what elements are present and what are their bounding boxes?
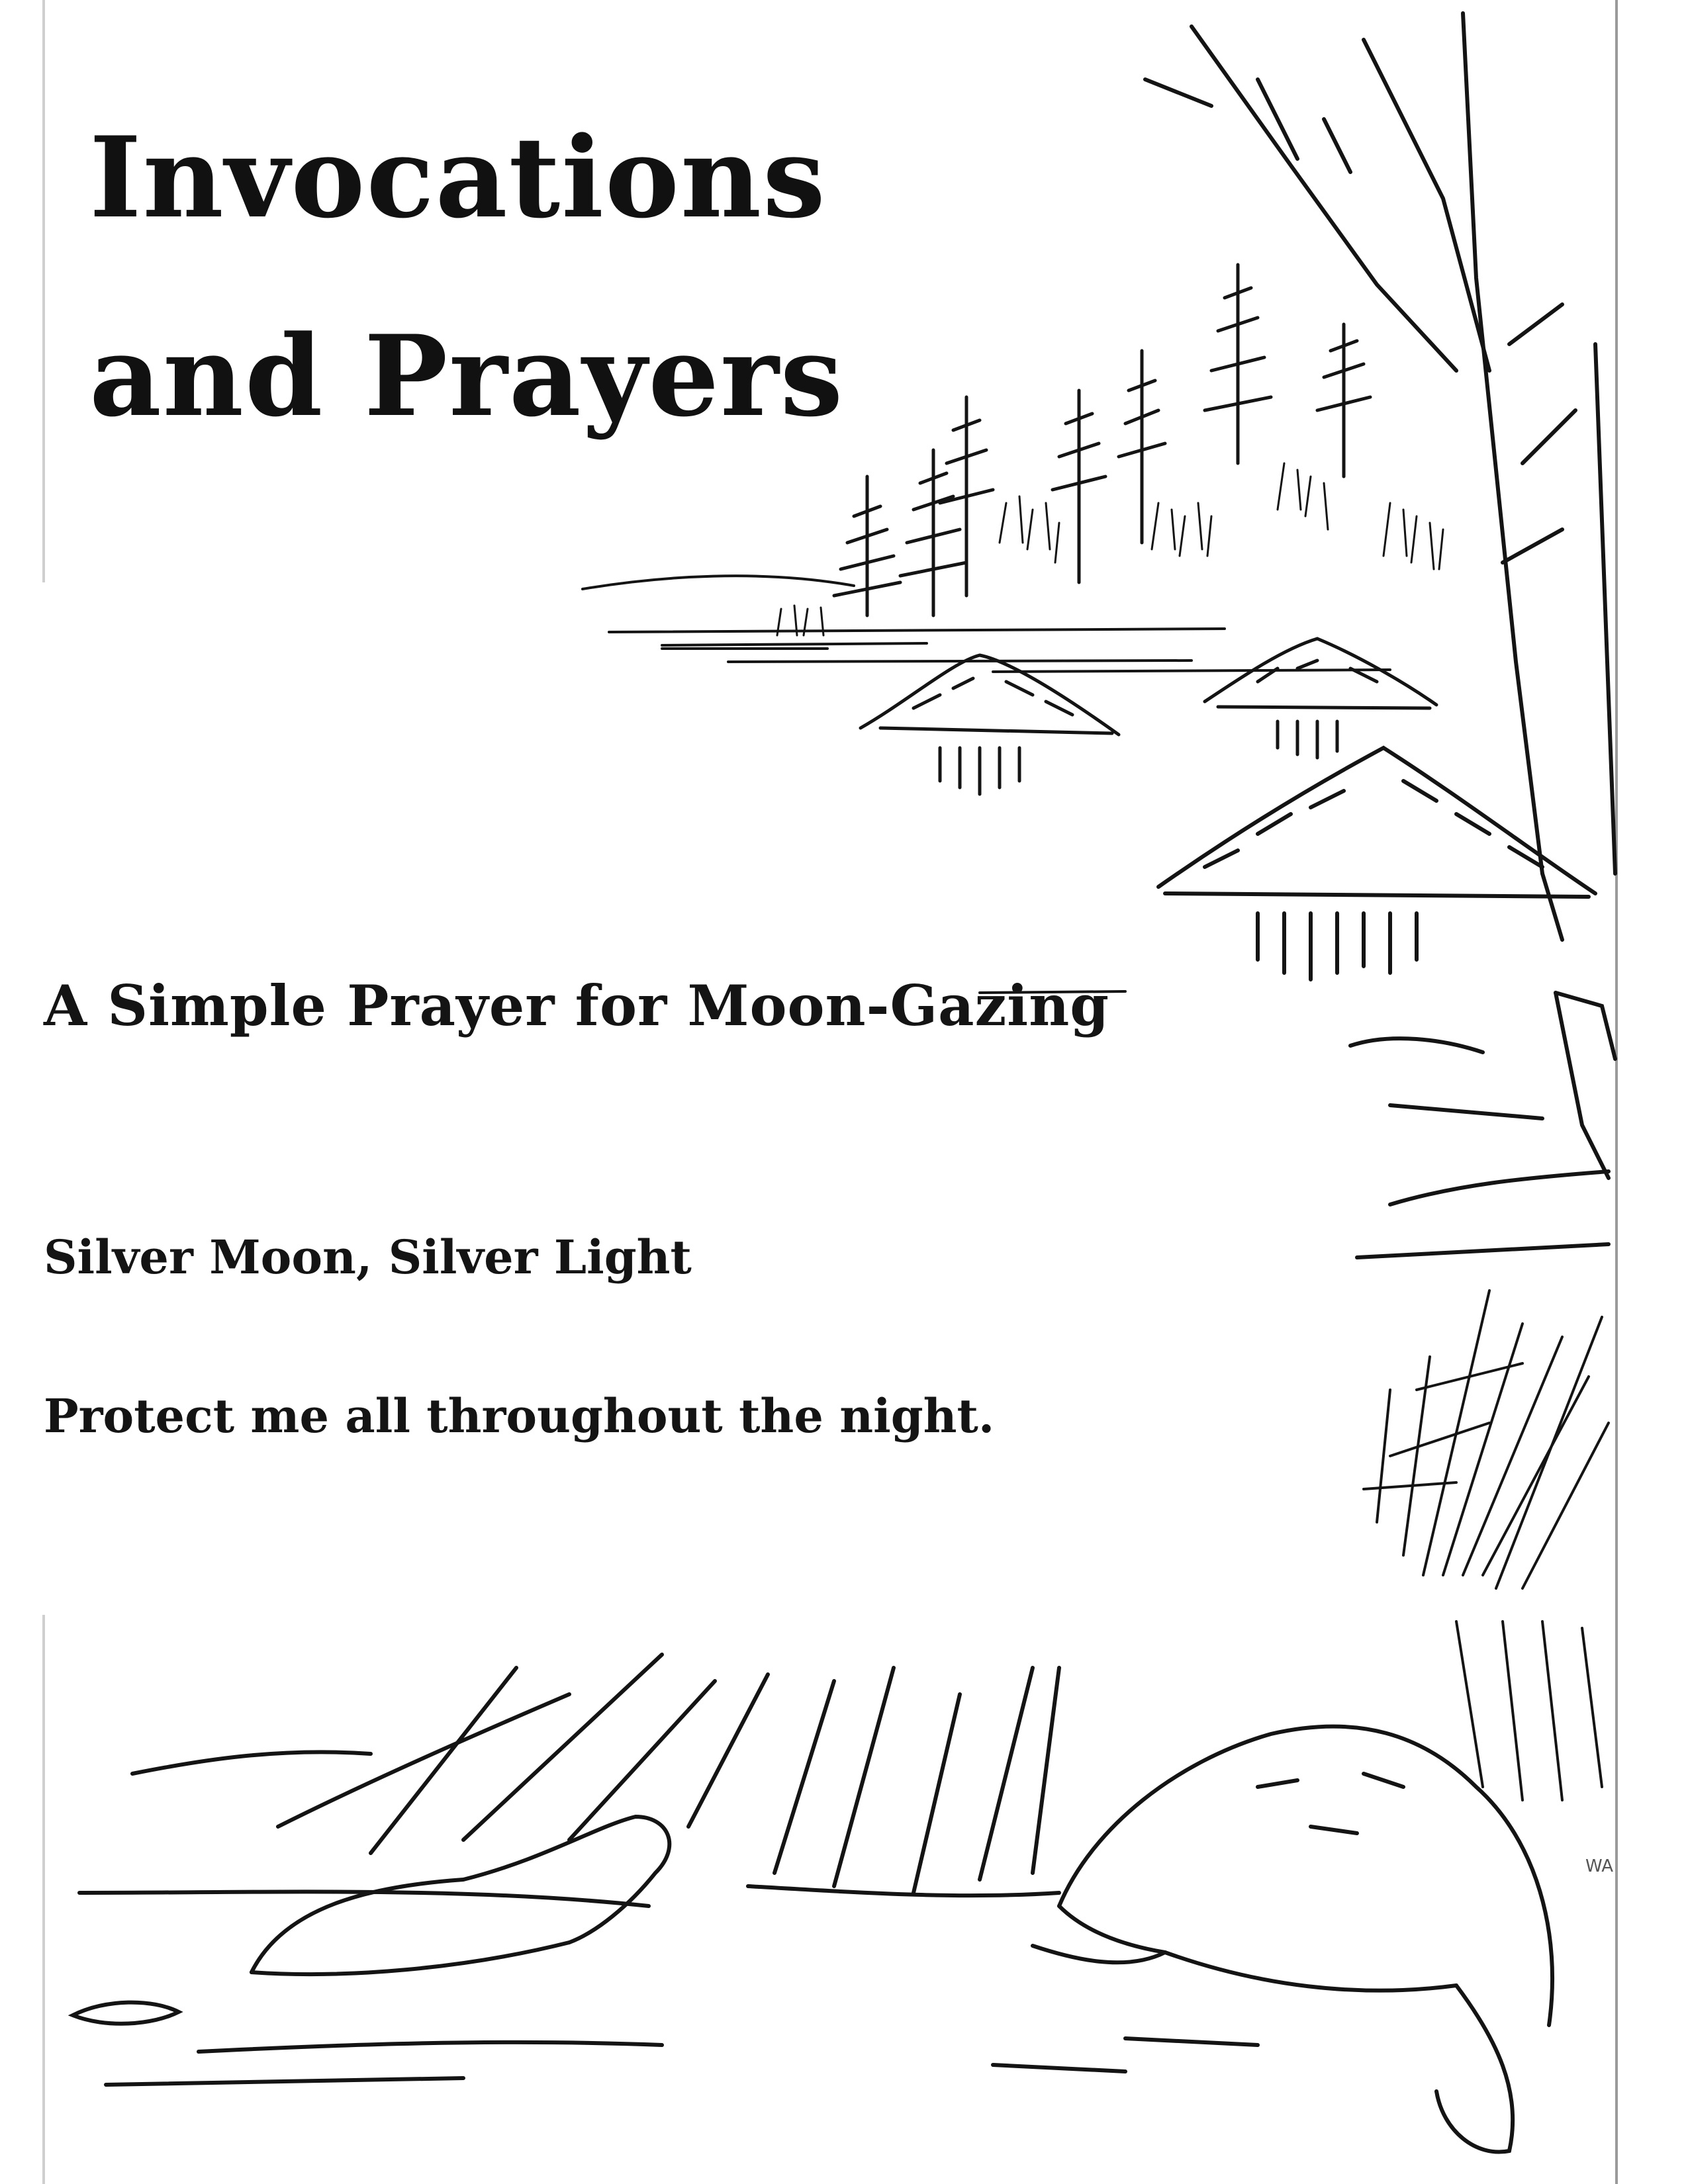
- prayer-heading: A Simple Prayer for Moon-Gazing: [44, 973, 1110, 1038]
- prayer-line-1: Silver Moon, Silver Light: [44, 1230, 692, 1285]
- conifer-treeline: [834, 265, 1370, 615]
- beaver-lodge-middle: [1205, 639, 1436, 758]
- beaver-dam: [132, 1655, 1059, 1895]
- reed-grass: [1364, 1291, 1609, 1800]
- birch-trees: [1145, 13, 1615, 940]
- title-line-1: Invocations: [89, 112, 827, 243]
- tree-stump: [1350, 993, 1615, 1257]
- shore-brush: [777, 463, 1443, 635]
- far-shoreline: [583, 576, 1390, 993]
- prayer-line-2: Protect me all throughout the night.: [44, 1388, 995, 1443]
- page-title: [89, 78, 844, 475]
- swimming-beaver: [73, 1817, 669, 2085]
- title-line-2: and Prayers: [89, 310, 845, 441]
- beaver-lodge-left: [861, 655, 1119, 794]
- artist-signature: WA: [1585, 1856, 1614, 1876]
- bank-beaver: [993, 1727, 1552, 2152]
